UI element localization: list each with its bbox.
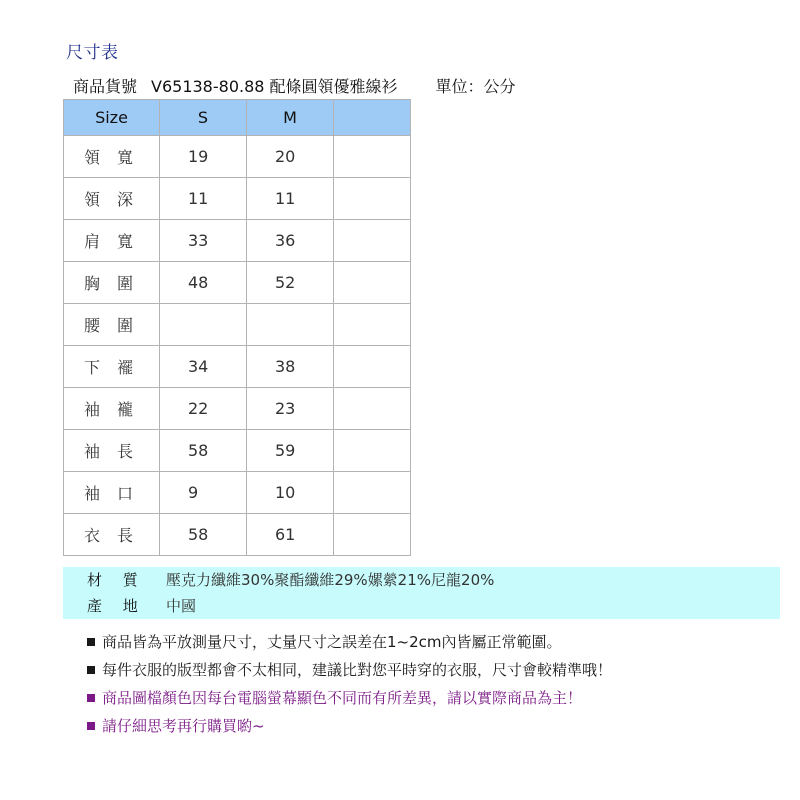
table-row: [64, 346, 411, 388]
row-label: 腰 圍: [64, 304, 160, 346]
cell-empty: [334, 136, 411, 178]
table-row: [64, 220, 411, 262]
material-label: 材 質: [87, 571, 146, 589]
cell-m: 59: [247, 430, 334, 472]
cell-s: 34: [160, 346, 247, 388]
cell-empty: [334, 220, 411, 262]
table-row: [64, 430, 411, 472]
square-bullet-icon: [87, 694, 95, 702]
cell-empty: [334, 430, 411, 472]
table-row: [64, 388, 411, 430]
cell-empty: [334, 304, 411, 346]
note-text: 請仔細思考再行購買喲~: [102, 717, 265, 735]
row-label: 下 襬: [64, 346, 160, 388]
cell-s: 58: [160, 430, 247, 472]
cell-s: 48: [160, 262, 247, 304]
row-label: 肩 寬: [64, 220, 160, 262]
cell-m: 10: [247, 472, 334, 514]
origin-label: 產 地: [87, 597, 146, 615]
cell-m: [247, 304, 334, 346]
table-row: [64, 472, 411, 514]
header-empty: [334, 100, 411, 136]
row-label: 領 寬: [64, 136, 160, 178]
material-value: 壓克力纖維30%聚酯纖維29%嫘縈21%尼龍20%: [166, 571, 495, 589]
cell-s: 58: [160, 514, 247, 556]
cell-s: [160, 304, 247, 346]
unit-label: 單位：公分: [435, 77, 516, 96]
cell-m: 38: [247, 346, 334, 388]
product-info: [73, 74, 516, 97]
product-code: V65138-80.88 配條圓領優雅線衫: [151, 77, 398, 96]
square-bullet-icon: [87, 666, 95, 674]
cell-empty: [334, 178, 411, 220]
row-label: 袖 襱: [64, 388, 160, 430]
note-text: 每件衣服的版型都會不太相同，建議比對您平時穿的衣服，尺寸會較精準哦！: [102, 661, 613, 679]
cell-s: 33: [160, 220, 247, 262]
material-info-box: [63, 567, 780, 619]
note-item: [87, 712, 612, 740]
cell-m: 23: [247, 388, 334, 430]
cell-empty: [334, 346, 411, 388]
square-bullet-icon: [87, 638, 95, 646]
cell-empty: [334, 472, 411, 514]
table-row: [64, 178, 411, 220]
table-row: [64, 136, 411, 178]
row-label: 領 深: [64, 178, 160, 220]
cell-s: 22: [160, 388, 247, 430]
cell-m: 11: [247, 178, 334, 220]
notes-list: [87, 628, 612, 740]
note-text: 商品圖檔顏色因每台電腦螢幕顯色不同而有所差異，請以實際商品為主！: [102, 689, 583, 707]
cell-empty: [334, 514, 411, 556]
note-item: [87, 656, 612, 684]
cell-s: 11: [160, 178, 247, 220]
cell-empty: [334, 262, 411, 304]
size-table: [63, 99, 411, 556]
table-row: [64, 514, 411, 556]
header-s: S: [160, 100, 247, 136]
cell-m: 52: [247, 262, 334, 304]
cell-s: 19: [160, 136, 247, 178]
header-m: M: [247, 100, 334, 136]
table-row: [64, 262, 411, 304]
row-label: 胸 圍: [64, 262, 160, 304]
square-bullet-icon: [87, 722, 95, 730]
row-label: 袖 長: [64, 430, 160, 472]
table-row: [64, 304, 411, 346]
table-header-row: [64, 100, 411, 136]
note-text: 商品皆為平放測量尺寸，丈量尺寸之誤差在1~2cm內皆屬正常範圍。: [102, 633, 562, 651]
header-size: Size: [64, 100, 160, 136]
product-label: 商品貨號: [73, 77, 138, 96]
note-item: [87, 628, 612, 656]
row-label: 衣 長: [64, 514, 160, 556]
origin-value: 中國: [166, 597, 197, 615]
cell-s: 9: [160, 472, 247, 514]
cell-m: 36: [247, 220, 334, 262]
cell-m: 61: [247, 514, 334, 556]
cell-empty: [334, 388, 411, 430]
cell-m: 20: [247, 136, 334, 178]
page-title: 尺寸表: [66, 43, 119, 63]
row-label: 袖 口: [64, 472, 160, 514]
note-item: [87, 684, 612, 712]
